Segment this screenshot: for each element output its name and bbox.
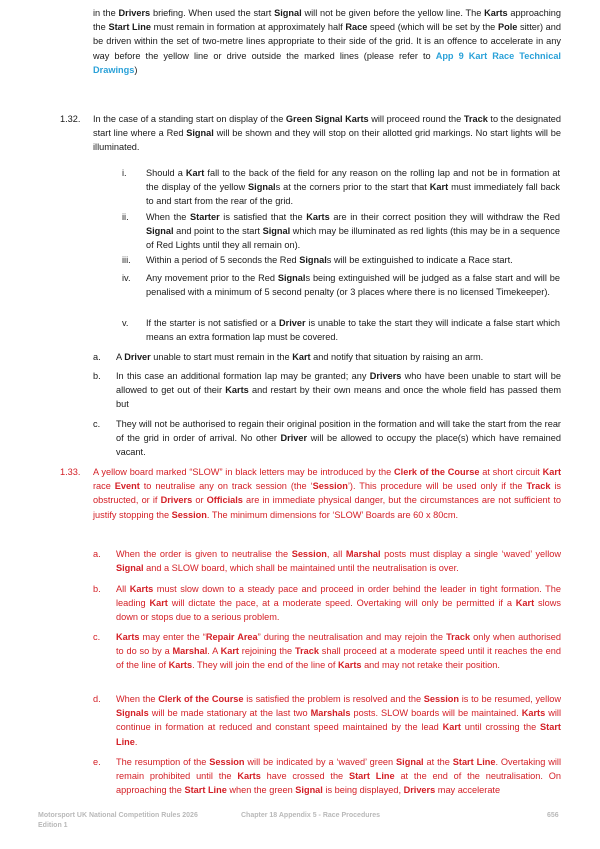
defined-term: Karts: [225, 385, 249, 396]
defined-term: Karts: [521, 708, 546, 719]
defined-term: Start Line: [116, 722, 561, 747]
defined-term: Start Line: [184, 785, 227, 796]
defined-term: Marshal: [172, 646, 208, 657]
rule-number-1-32: 1.32.: [60, 114, 81, 124]
roman-number-iv: iv.: [122, 273, 131, 283]
defined-term: Driver: [280, 433, 308, 444]
slow-alpha-number-d: d.: [93, 694, 101, 704]
defined-term: Track: [294, 646, 319, 657]
defined-term: Track: [463, 114, 488, 124]
slow-alpha-number-e: e.: [93, 757, 101, 767]
slow-item-b: All Karts must slow down to a steady pace and proceed in order behind the leader in tight formation. The leading Kart will dictate the pace, at a moderate speed. Overtaking will only be permitted if a Kart slows down or stops due to a serious problem.: [116, 584, 561, 623]
defined-term: Signal: [277, 273, 306, 283]
rule-1-32-text: In the case of a standing start on display of the Green Signal Karts will proceed round the Track to the designated start line where a Red Signal will be shown and they will stop on their allotted grid markings. No start lights will be illuminated.: [93, 114, 561, 153]
defined-term: Signal: [396, 757, 424, 767]
defined-term: Race: [345, 22, 368, 33]
defined-term: Marshals: [310, 708, 351, 719]
alpha-number-a: a.: [93, 352, 101, 362]
roman-number-ii: ii.: [122, 212, 129, 222]
defined-term: Green Signal Karts: [285, 114, 369, 124]
defined-term: Clerk of the Course: [394, 467, 480, 477]
defined-term: Signal: [299, 255, 327, 265]
defined-term: Kart: [515, 598, 535, 609]
defined-term: Signal: [262, 226, 291, 237]
defined-term: Karts: [338, 660, 362, 671]
defined-term: Kart: [542, 467, 562, 477]
rule-number-1-33: 1.33.: [60, 467, 81, 477]
defined-term: Karts: [306, 212, 330, 222]
defined-term: Karts: [168, 660, 193, 671]
defined-term: Kart: [429, 182, 449, 193]
defined-term: Session: [291, 549, 327, 559]
defined-term: Kart: [292, 352, 311, 362]
defined-term: Kart: [442, 722, 461, 733]
defined-term: Starter: [190, 212, 220, 222]
defined-term: Kart: [185, 168, 205, 178]
defined-term: Drivers: [118, 8, 151, 18]
slow-alpha-number-a: a.: [93, 549, 101, 559]
defined-term: Track: [446, 632, 471, 642]
defined-term: Start Line: [452, 757, 496, 767]
roman-number-iii: iii.: [122, 255, 131, 265]
slow-alpha-number-c: c.: [93, 632, 101, 642]
alpha-item-a: A Driver unable to start must remain in the Kart and notify that situation by raising an arm.: [116, 352, 484, 362]
defined-term: Driver: [279, 318, 306, 328]
defined-term: Officials: [206, 495, 243, 506]
slow-item-e: The resumption of the Session will be indicated by a ‘waved’ green Signal at the Start Line. Overtaking will remain prohibited until the Karts have crossed the Start Line at the end of the neutralisation. On approaching the Start Line when the green Signal is being displayed, Drivers may accelerate: [116, 757, 562, 796]
roman-item-ii: When the Starter is satisfied that the Karts are in their correct position they will withdraw the Red Signal and point to the start Signal which may be illuminated as red lights (this may be in a sequence of Red Lights until they all remain on).: [146, 212, 561, 251]
defined-term: Drivers: [369, 371, 402, 381]
defined-term: Session: [423, 694, 460, 704]
defined-term: Start Line: [108, 22, 151, 33]
defined-term: Karts: [129, 584, 154, 594]
intro-paragraph: in the Drivers briefing. When used the start Signal will not be given before the yellow line. The Karts approaching the Start Line must remain in formation at approximately half Race speed (which will be set by the Pole sitter) and be driven within the set of two-metre lines appropriate to their side of the grid. It is an offence to accelerate in any way before the yellow line or drive outside the marked lines (please refer to App 9 Kart Race Technical Drawings): [93, 8, 562, 75]
alpha-item-c: They will not be authorised to regain their original position in the formation and will take the start from the rear of the grid in order of arrival. No other Driver will be allowed to occupy the place(s) which have remained vacant.: [116, 419, 561, 458]
slow-alpha-number-b: b.: [93, 584, 101, 594]
defined-term: Kart: [149, 598, 168, 609]
slow-item-c: Karts may enter the “Repair Area” during the neutralisation and may rejoin the Track only when authorised to do so by a Marshal. A Kart rejoining the Track shall proceed at a moderate speed until it reaches the end of the line of Karts. They will join the end of the line of Karts and may not retake their position.: [116, 632, 561, 671]
defined-term: Session: [312, 481, 348, 492]
defined-term: Marshal: [345, 549, 381, 559]
footer-edition: Edition 1: [38, 822, 68, 829]
defined-term: Karts: [116, 632, 140, 642]
alpha-number-b: b.: [93, 371, 101, 381]
slow-item-d: When the Clerk of the Course is satisfied the problem is resolved and the Session is to be resumed, yellow Signals will be made stationary at the last two Marshals posts. SLOW boards will be maintained. Karts will continue in formation at reduced and constant speed maintained by the lead Kart until crossing the Start Line.: [116, 694, 561, 747]
defined-term: Drivers: [403, 785, 436, 796]
defined-term: Signal: [295, 785, 323, 796]
defined-term: Session: [171, 509, 207, 520]
roman-item-i: Should a Kart fall to the back of the field for any reason on the rolling lap and not be in formation at the display of the yellow Signals at the corners prior to the start that Kart must immediately fall back to and start from the rear of the grid.: [146, 168, 560, 207]
defined-term: Karts: [237, 771, 261, 782]
defined-term: Signal: [248, 182, 276, 193]
defined-term: Pole: [497, 22, 518, 33]
defined-term: Signals: [116, 708, 149, 719]
alpha-number-c: c.: [93, 419, 101, 429]
defined-term: Start Line: [348, 771, 395, 782]
footer-page-number: 656: [547, 812, 559, 819]
defined-term: Driver: [124, 352, 151, 362]
defined-term: Kart: [220, 646, 239, 657]
rule-1-33-text: A yellow board marked “SLOW” in black letters may be introduced by the Clerk of the Course at short circuit Kart race Event to neutralise any on track session (the ‘Session’). This procedure will be used only if the Track is obstructed, or if Drivers or Officials are in immediate physical danger, but the circumstances are not sufficient to justify stopping the Session. The minimum dimensions for ‘SLOW’ Boards are 60 x 80cm.: [93, 467, 562, 520]
defined-term: Signal: [116, 563, 144, 574]
footer-publication: [38, 811, 198, 831]
roman-number-v: v.: [122, 318, 129, 328]
defined-term: Signal: [146, 226, 174, 237]
alpha-item-b: In this case an additional formation lap may be granted; any Drivers who have been unable to start will be allowed to get out of their Karts and restart by their own means and once the whole field has passed them but: [116, 371, 562, 410]
defined-term: Drivers: [160, 495, 193, 506]
defined-term: Track: [526, 481, 551, 492]
roman-item-v: If the starter is not satisfied or a Driver is unable to take the start they will indicate a false start which means an extra formation lap must be covered.: [146, 318, 560, 343]
footer-publication-title: Motorsport UK National Competition Rules 2026: [38, 812, 198, 819]
roman-item-iii: Within a period of 5 seconds the Red Signals will be extinguished to indicate a Race start.: [146, 255, 513, 265]
defined-term: Clerk of the Course: [158, 694, 244, 704]
defined-term: Signal: [186, 128, 214, 139]
footer-chapter: Chapter 18 Appendix 5 - Race Procedures: [241, 812, 381, 819]
slow-item-a: When the order is given to neutralise the Session, all Marshal posts must display a single ‘waved’ yellow Signal and a SLOW board, which shall be maintained until the neutralisation is over.: [116, 549, 561, 574]
defined-term: Repair Area: [205, 632, 258, 642]
defined-term: Karts: [484, 8, 508, 18]
defined-term: Session: [209, 757, 245, 767]
roman-item-iv: Any movement prior to the Red Signals being extinguished will be judged as a false start and will be penalised with a minimum of 5 second penalty (or 3 places where there is no licensed Timekeeper).: [146, 273, 560, 298]
defined-term: Signal: [274, 8, 302, 18]
appendix-link[interactable]: App 9 Kart Race Technical Drawings: [93, 50, 561, 75]
roman-number-i: i.: [122, 168, 127, 178]
defined-term: Event: [114, 481, 140, 492]
